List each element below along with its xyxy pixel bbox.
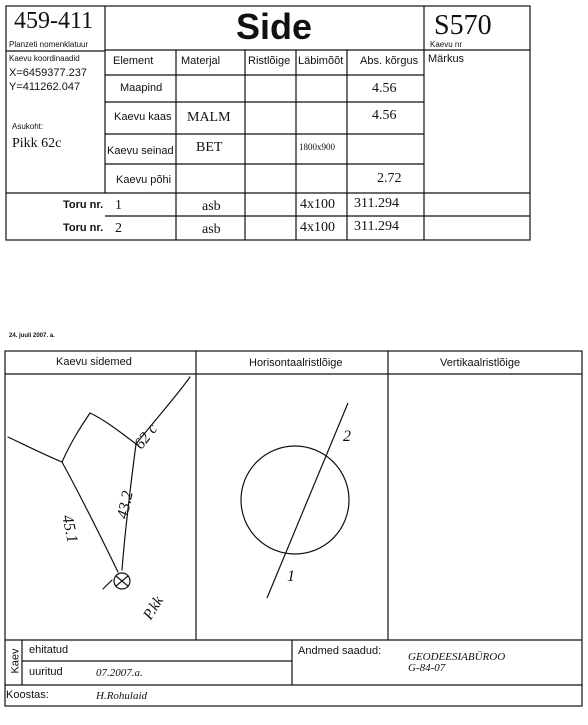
header-elevation: Abs. kõrgus <box>360 55 419 67</box>
author-value: H.Rohulaid <box>96 690 148 702</box>
well-no-label: Kaevu nr <box>430 40 463 49</box>
header-diameter: Läbimõõt <box>298 55 344 67</box>
panel-title-horizontal-section: Horisontaalristlõige <box>249 357 343 369</box>
location-label: Asukoht: <box>12 122 44 131</box>
pipe-label: Toru nr. <box>63 199 104 211</box>
row-elevation: 4.56 <box>372 108 397 123</box>
sketch-label-distance: 43.2 <box>114 489 137 521</box>
pipe-material: asb <box>202 222 221 237</box>
sketch-label-distance: 45.1 <box>58 513 81 545</box>
row-material: BET <box>196 140 223 155</box>
measured-value: 07.2007.a. <box>96 667 143 679</box>
row-element: Kaevu kaas <box>114 111 172 123</box>
row-diameter: 1800x900 <box>299 142 335 152</box>
row-element: Kaevu seinad <box>107 145 174 157</box>
pipe-label: Toru nr. <box>63 222 104 234</box>
header-section: Ristlõige <box>248 55 291 67</box>
pipe-number: 2 <box>115 221 122 236</box>
location-value: Pikk 62c <box>12 136 62 151</box>
pipe-number: 1 <box>115 198 122 213</box>
coords-label: Kaevu koordinaadid <box>9 54 80 63</box>
header-element: Element <box>113 55 154 67</box>
author-label: Koostas: <box>6 689 49 701</box>
row-elevation: 4.56 <box>372 81 397 96</box>
remarks-label: Märkus <box>428 53 465 65</box>
row-elevation: 2.72 <box>377 171 402 186</box>
sketch-label-street: P.kk <box>140 593 167 623</box>
x-coordinate: X=6459377.237 <box>9 67 87 79</box>
nomenclature-value: 459-411 <box>14 8 94 34</box>
sketch-label-address: 62 c <box>131 420 162 453</box>
side-label-well: Kaev <box>9 648 22 674</box>
data-source-code: G-84-07 <box>408 662 446 674</box>
y-coordinate: Y=411262.047 <box>9 81 81 93</box>
nomenclature-label: Planzeti nomenklatuur <box>9 40 89 49</box>
row-element: Maapind <box>120 82 163 94</box>
built-label: ehitatud <box>29 644 69 656</box>
data-source-label: Andmed saadud: <box>298 645 382 657</box>
pipe-diameter: 4x100 <box>300 220 335 235</box>
pipe-diameter: 4x100 <box>300 197 335 212</box>
row-material: MALM <box>187 110 231 125</box>
well-no-value: S570 <box>434 10 492 41</box>
data-source-org: GEODEESIABÜROO <box>408 651 506 663</box>
measured-label: uuritud <box>29 666 63 678</box>
panel-title-vertical-section: Vertikaalristlõige <box>440 357 521 369</box>
pipe-material: asb <box>202 199 221 214</box>
panel-title-connections: Kaevu sidemed <box>56 356 132 368</box>
date-stamp: 24. juuli 2007. a. <box>9 333 55 339</box>
section-label-pipe-2: 2 <box>343 428 351 445</box>
row-element: Kaevu põhi <box>116 174 172 186</box>
pipe-elevation: 311.294 <box>354 196 399 211</box>
page-title: Side <box>236 6 313 47</box>
pipe-elevation: 311.294 <box>354 219 399 234</box>
section-label-pipe-1: 1 <box>287 568 295 585</box>
header-material: Materjal <box>181 55 221 67</box>
